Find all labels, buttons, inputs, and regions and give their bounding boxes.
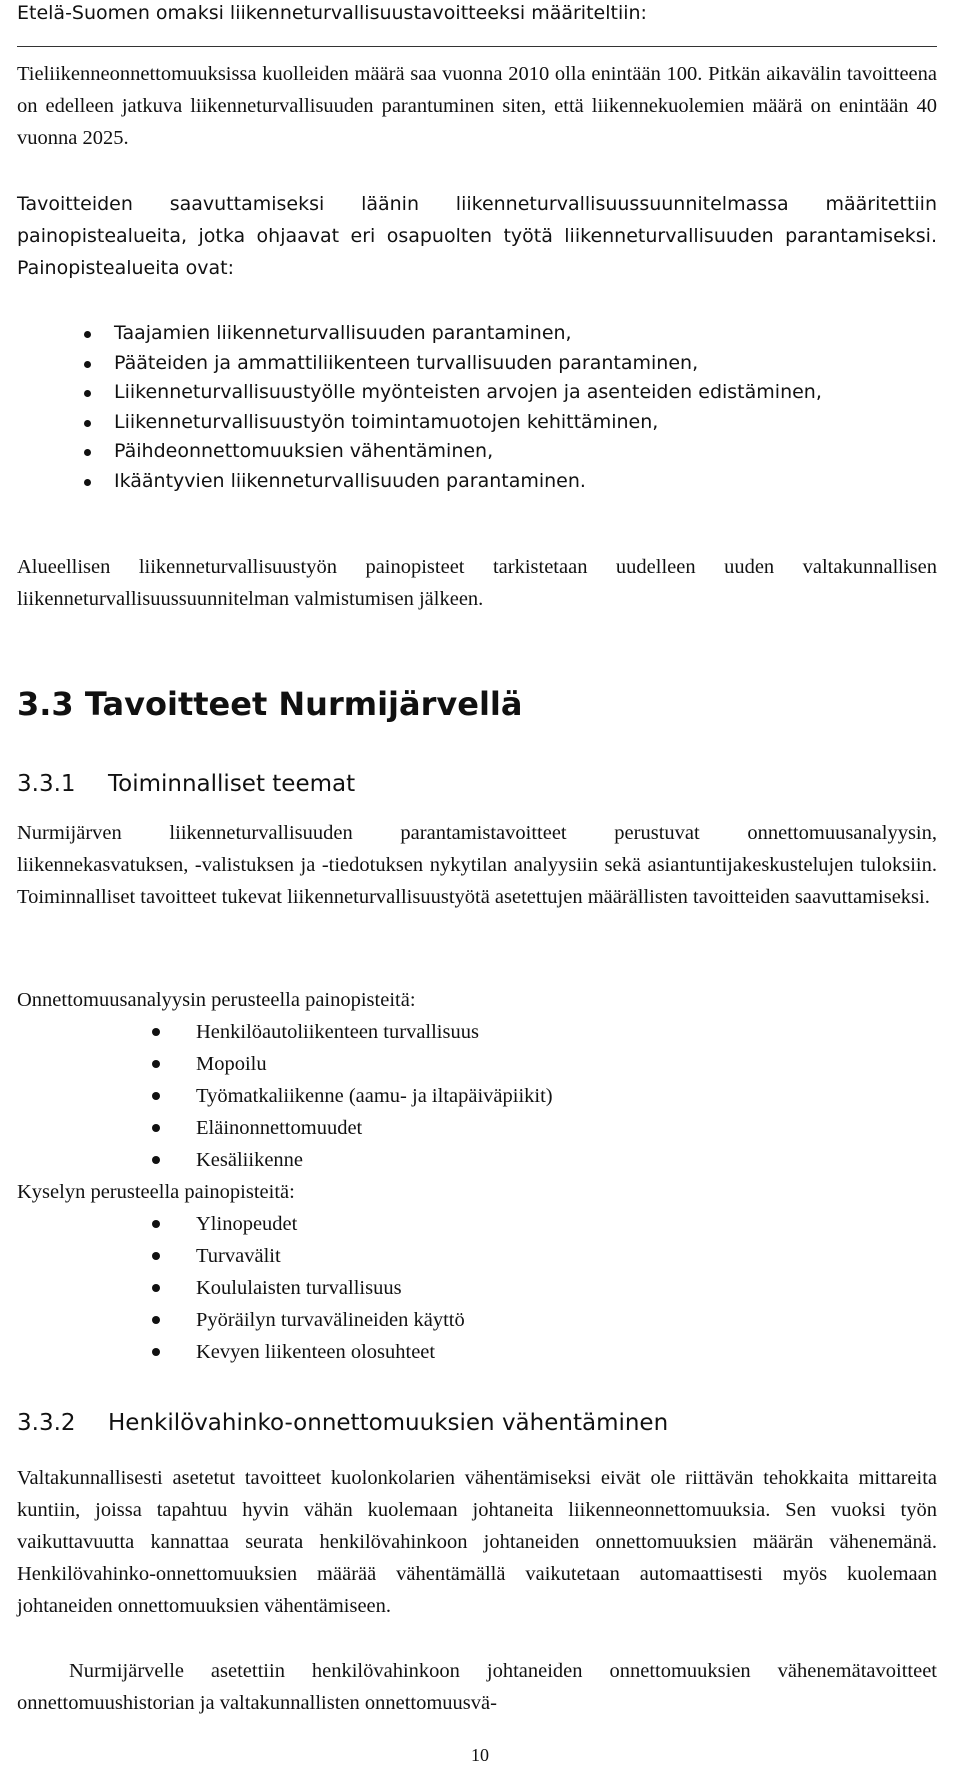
section-number: 3.3.1 (17, 771, 76, 797)
bullet-icon (84, 479, 91, 486)
kysely-list (17, 1208, 937, 1368)
bullet-icon (84, 361, 91, 368)
bullet-icon (152, 1124, 160, 1132)
alueellisen-paragraph: Alueellisen liikenneturvallisuustyön painopisteet tarkistetaan uudelleen uuden valtakunnallisen liikenneturvallisuussuunnitelman valmistumisen jälkeen. (17, 556, 937, 610)
bullet-icon (152, 1252, 160, 1260)
list-item: Pyöräilyn turvavälineiden käyttö (17, 1304, 937, 1336)
list-item: Turvavälit (17, 1240, 937, 1272)
list-item: Ikääntyvien liikenneturvallisuuden parantaminen. (17, 467, 937, 497)
bullet-icon (84, 390, 91, 397)
nurmijarvelle-paragraph: Nurmijärvelle asetettiin henkilövahinkoon johtaneiden onnettomuuksien vähenemätavoitteet onnettomuushistorian ja valtakunnallisten onnettomuusvä- (17, 1660, 937, 1714)
list-item: Kesäliikenne (17, 1144, 937, 1176)
bullet-icon (152, 1060, 160, 1068)
list-item: Mopoilu (17, 1048, 937, 1080)
page-number: 10 (471, 1745, 489, 1765)
list-item: Päihdeonnettomuuksien vähentäminen, (17, 437, 937, 467)
section-number: 3.3 (17, 685, 74, 723)
list-item: Liikenneturvallisuustyön toimintamuotojen kehittäminen, (17, 408, 937, 438)
list-item: Eläinonnettomuudet (17, 1112, 937, 1144)
nurmijarven-paragraph: Nurmijärven liikenneturvallisuuden parantamistavoitteet perustuvat onnettomuusanalyysin, liikennekasvatuksen, -valistuksen ja -tiedotuksen nykytilan analyysiin sekä asiantuntijakeskustelujen tuloksiin. Toiminnalliset tavoitteet tukevat liikenneturvallisuustyötä asetettujen määrällisten tavoitteiden saavuttamiseksi. (17, 822, 937, 908)
tavoitteiden-paragraph: Tavoitteiden saavuttamiseksi läänin liikenneturvallisuussuunnitelmassa määritettiin painopistealueita, jotka ohjaavat eri osapuolten työtä liikenneturvallisuuden parantamiseksi. Painopistealueita ovat: (17, 193, 937, 279)
intro-text: Etelä-Suomen omaksi liikenneturvallisuustavoitteeksi määriteltiin: (17, 2, 647, 24)
section-title: Henkilövahinko-onnettomuuksien vähentäminen (108, 1410, 669, 1436)
bullet-icon (152, 1284, 160, 1292)
list-item: Taajamien liikenneturvallisuuden parantaminen, (17, 319, 937, 349)
list-item: Liikenneturvallisuustyölle myönteisten arvojen ja asenteiden edistäminen, (17, 378, 937, 408)
section-3-3-1-heading (17, 771, 355, 797)
list-item: Ylinopeudet (17, 1208, 937, 1240)
section-3-3-2-heading (17, 1410, 668, 1436)
valtakunnallisesti-paragraph: Valtakunnallisesti asetetut tavoitteet kuolonkolarien vähentämiseksi eivät ole riittävän tehokkaita mittareita kuntiin, joissa tapahtuu hyvin vähän kuolemaan johtaneita liikenneonnettomuuksia. Sen vuoksi työn vaikuttavuutta kannattaa seurata henkilövahinkoon johtaneiden onnettomuuksien määrän vähenemänä. Henkilövahinko-onnettomuuksien määrää vähentämällä vaikutetaan automaattisesti myös kuolemaan johtaneiden onnettomuuksien vähentämiseen. (17, 1467, 937, 1617)
bullet-icon (84, 331, 91, 338)
target-box-text: Tieliikenneonnettomuuksissa kuolleiden määrä saa vuonna 2010 olla enintään 100. Pitkän aikavälin tavoitteena on edelleen jatkuva liikenneturvallisuuden parantuminen siten, että liikennekuolemien määrä on enintään 40 vuonna 2025. (17, 63, 937, 149)
onnettomuus-list (17, 1016, 937, 1176)
list-item: Pääteiden ja ammattiliikenteen turvallisuuden parantaminen, (17, 349, 937, 379)
bullet-icon (152, 1156, 160, 1164)
section-3-3-heading (17, 685, 522, 723)
section-title: Toiminnalliset teemat (108, 771, 356, 797)
bullet-icon (152, 1348, 160, 1356)
painopiste-list (17, 319, 937, 496)
section-title: Tavoitteet Nurmijärvellä (84, 685, 523, 723)
bullet-icon (152, 1092, 160, 1100)
list-item: Työmatkaliikenne (aamu- ja iltapäiväpiikit) (17, 1080, 937, 1112)
list-item: Koululaisten turvallisuus (17, 1272, 937, 1304)
bullet-icon (152, 1220, 160, 1228)
bullet-icon (84, 420, 91, 427)
list-item: Henkilöautoliikenteen turvallisuus (17, 1016, 937, 1048)
bullet-icon (152, 1028, 160, 1036)
bullet-icon (152, 1316, 160, 1324)
list-item: Kevyen liikenteen olosuhteet (17, 1336, 937, 1368)
kysely-heading: Kyselyn perusteella painopisteitä: (17, 1181, 295, 1203)
target-box-top-rule (17, 46, 937, 47)
bullet-icon (84, 449, 91, 456)
section-number: 3.3.2 (17, 1410, 76, 1436)
onnettomuus-heading: Onnettomuusanalyysin perusteella painopisteitä: (17, 989, 416, 1011)
